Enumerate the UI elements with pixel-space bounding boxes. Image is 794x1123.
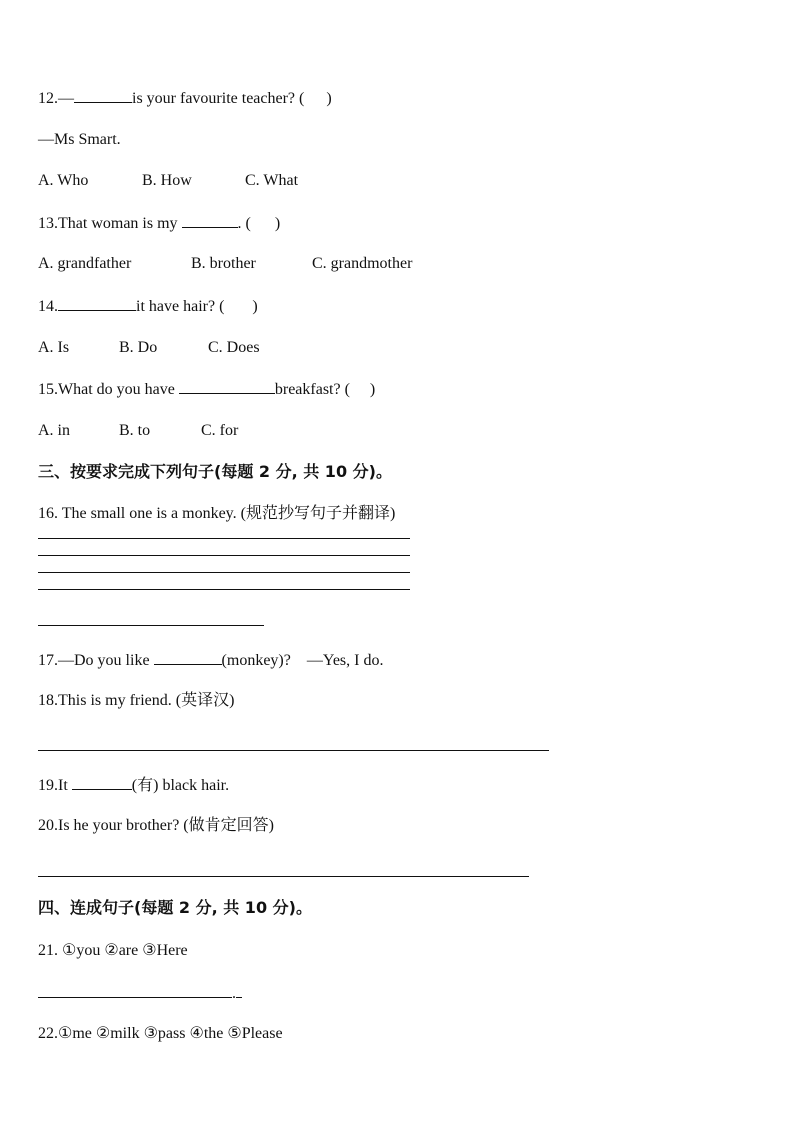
option-b: B. How	[142, 172, 192, 189]
question-13-options	[38, 254, 412, 274]
question-13-suffix: . (	[237, 215, 251, 232]
answer-blank[interactable]	[58, 296, 136, 311]
question-13-prefix: 13.That woman is my	[38, 215, 178, 232]
question-16: 16. The small one is a monkey. (规范抄写句子并翻译)	[38, 505, 396, 522]
question-12-suffix: is your favourite teacher? (	[132, 90, 305, 107]
answer-line[interactable]	[38, 876, 529, 877]
answer-blank[interactable]	[179, 379, 275, 394]
answer-blank[interactable]	[72, 775, 132, 790]
question-14-prefix: 14.	[38, 298, 58, 315]
question-15-options	[38, 421, 238, 441]
option-b: B. Do	[119, 339, 158, 356]
question-12	[38, 88, 332, 109]
option-a: A. grandfather	[38, 255, 132, 272]
question-14-suffix: it have hair? (	[136, 298, 225, 315]
question-14	[38, 296, 258, 317]
question-12-reply: —Ms Smart.	[38, 131, 121, 148]
option-c: C. grandmother	[312, 255, 413, 272]
option-a: A. Who	[38, 172, 89, 189]
paren-close: )	[252, 298, 258, 315]
question-18: 18.This is my friend. (英译汉)	[38, 692, 235, 709]
question-15-suffix: breakfast? (	[274, 381, 350, 398]
period: .	[232, 985, 236, 1002]
question-17	[38, 650, 383, 671]
option-a: A. Is	[38, 339, 70, 356]
option-b: B. brother	[191, 255, 256, 272]
option-b: B. to	[119, 422, 151, 439]
answer-line[interactable]	[38, 572, 410, 573]
paren-close: )	[326, 90, 332, 107]
question-12-options	[38, 171, 298, 191]
answer-line[interactable]	[38, 555, 410, 556]
question-17-prefix: 17.—Do you like	[38, 652, 150, 669]
answer-line[interactable]	[38, 625, 264, 626]
question-17-reply: —Yes, I do.	[306, 652, 384, 669]
question-14-options	[38, 338, 260, 358]
question-13	[38, 213, 280, 234]
question-15	[38, 379, 375, 400]
answer-line[interactable]	[38, 538, 410, 539]
option-a: A. in	[38, 422, 70, 439]
answer-blank-tail	[236, 983, 242, 998]
question-20: 20.Is he your brother? (做肯定回答)	[38, 817, 274, 834]
question-21: 21. ①you ②are ③Here	[38, 942, 188, 959]
question-19-suffix: (有) black hair.	[131, 777, 230, 794]
paren-close: )	[369, 381, 376, 398]
answer-blank[interactable]	[154, 650, 222, 665]
answer-line[interactable]	[38, 589, 410, 590]
answer-blank[interactable]	[182, 213, 238, 228]
option-c: C. for	[201, 422, 239, 439]
answer-line[interactable]	[38, 750, 549, 751]
section-3-heading: 三、按要求完成下列句子(每题 2 分, 共 10 分)。	[38, 462, 392, 481]
paren-close: )	[274, 215, 281, 232]
answer-blank[interactable]	[74, 88, 132, 103]
question-22: 22.①me ②milk ③pass ④the ⑤Please	[38, 1025, 283, 1042]
option-c: C. What	[245, 172, 299, 189]
question-15-prefix: 15.What do you have	[38, 381, 175, 398]
question-21-answer	[38, 983, 242, 1004]
question-19-prefix: 19.It	[38, 777, 68, 794]
question-19	[38, 775, 229, 796]
question-17-suffix: (monkey)?	[221, 652, 291, 669]
option-c: C. Does	[208, 339, 260, 356]
answer-blank[interactable]	[38, 983, 232, 998]
question-12-prefix: 12.—	[38, 90, 74, 107]
section-4-heading: 四、连成句子(每题 2 分, 共 10 分)。	[38, 898, 312, 917]
